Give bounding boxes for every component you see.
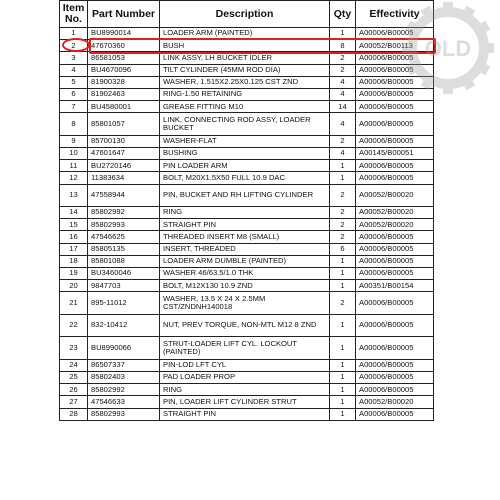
item-cell: 19 <box>60 268 88 280</box>
part-number-cell: 47546633 <box>88 396 160 408</box>
effectivity-cell: A00006/B00005 <box>356 337 434 360</box>
description-cell: WASHER-FLAT <box>160 135 330 147</box>
item-cell: 13 <box>60 184 88 207</box>
item-cell: 16 <box>60 231 88 243</box>
description-cell: RING-1.50 RETAINING <box>160 88 330 100</box>
qty-cell: 2 <box>330 184 356 207</box>
qty-cell: 1 <box>330 28 356 40</box>
effectivity-cell: A00006/B00005 <box>356 76 434 88</box>
description-cell: BOLT, M20X1.5X50 FULL 10.9 DAC <box>160 172 330 184</box>
part-number-cell: 11383634 <box>88 172 160 184</box>
qty-cell: 1 <box>330 396 356 408</box>
effectivity-cell: A00006/B00005 <box>356 408 434 420</box>
part-number-cell: BU2720146 <box>88 160 160 172</box>
description-cell: LINK, CONNECTING ROD ASSY, LOADER BUCKET <box>160 113 330 136</box>
qty-cell: 2 <box>330 219 356 231</box>
item-cell: 1 <box>60 28 88 40</box>
table-row <box>60 384 434 396</box>
part-number-cell: 47558944 <box>88 184 160 207</box>
item-cell: 28 <box>60 408 88 420</box>
qty-cell: 1 <box>330 408 356 420</box>
effectivity-cell: A00006/B00005 <box>356 243 434 255</box>
qty-cell: 1 <box>330 337 356 360</box>
qty-cell: 1 <box>330 268 356 280</box>
effectivity-cell: A00006/B00005 <box>356 292 434 315</box>
table-header-row <box>60 1 434 28</box>
effectivity-cell: A00006/B00005 <box>356 359 434 371</box>
table-row <box>60 64 434 76</box>
qty-cell: 2 <box>330 135 356 147</box>
parts-list-sheet <box>59 0 433 421</box>
qty-cell: 4 <box>330 88 356 100</box>
part-number-cell: 85700130 <box>88 135 160 147</box>
table-row <box>60 184 434 207</box>
description-cell: PIN-LOD LFT CYL <box>160 359 330 371</box>
effectivity-cell: A00006/B00005 <box>356 28 434 40</box>
item-cell: 5 <box>60 76 88 88</box>
part-number-cell: 9847703 <box>88 280 160 292</box>
effectivity-cell: A00052/B00020 <box>356 396 434 408</box>
table-row <box>60 396 434 408</box>
qty-cell: 2 <box>330 231 356 243</box>
qty-cell: 1 <box>330 372 356 384</box>
effectivity-cell: A00006/B00005 <box>356 255 434 267</box>
header-part-number: Part Number <box>88 1 160 28</box>
description-cell: PAD LOADER PROP <box>160 372 330 384</box>
part-number-cell: 86507337 <box>88 359 160 371</box>
qty-cell: 2 <box>330 64 356 76</box>
description-cell: THREADED INSERT M8 (SMALL) <box>160 231 330 243</box>
qty-cell: 2 <box>330 207 356 219</box>
description-cell: WASHER, 1.515X2.25X0.125 CST ZND <box>160 76 330 88</box>
item-cell: 22 <box>60 314 88 337</box>
table-row <box>60 135 434 147</box>
description-cell: BUSHING <box>160 148 330 160</box>
part-number-cell: 85802993 <box>88 219 160 231</box>
effectivity-cell: A00006/B00005 <box>356 384 434 396</box>
item-cell: 6 <box>60 88 88 100</box>
effectivity-cell: A00145/B00051 <box>356 148 434 160</box>
item-cell: 2 <box>60 40 88 52</box>
part-number-cell: 85805135 <box>88 243 160 255</box>
item-cell: 24 <box>60 359 88 371</box>
effectivity-cell: A00006/B00005 <box>356 172 434 184</box>
qty-cell: 1 <box>330 359 356 371</box>
header-effectivity: Effectivity <box>356 1 434 28</box>
header-qty: Qty <box>330 1 356 28</box>
item-cell: 17 <box>60 243 88 255</box>
description-cell: STRUT-LOADER LIFT CYL. LOCKOUT (PAINTED) <box>160 337 330 360</box>
table-row <box>60 359 434 371</box>
table-row <box>60 160 434 172</box>
part-number-cell: BU8990066 <box>88 337 160 360</box>
item-cell: 4 <box>60 64 88 76</box>
part-number-cell: BU8990014 <box>88 28 160 40</box>
effectivity-cell: A00052/B00020 <box>356 207 434 219</box>
table-row <box>60 292 434 315</box>
item-cell: 21 <box>60 292 88 315</box>
watermark-text: OLD <box>424 36 472 61</box>
part-number-cell: 47546625 <box>88 231 160 243</box>
table-row <box>60 113 434 136</box>
part-number-cell: 85801088 <box>88 255 160 267</box>
part-number-cell: 86581053 <box>88 52 160 64</box>
description-cell: INSERT, THREADED <box>160 243 330 255</box>
qty-cell: 1 <box>330 314 356 337</box>
part-number-cell: 832-10412 <box>88 314 160 337</box>
item-cell: 18 <box>60 255 88 267</box>
part-number-cell: BU4670096 <box>88 64 160 76</box>
table-row <box>60 148 434 160</box>
item-cell: 25 <box>60 372 88 384</box>
effectivity-cell: A00006/B00005 <box>356 160 434 172</box>
description-cell: LINK ASSY, LH BUCKET IDLER <box>160 52 330 64</box>
qty-cell: 8 <box>330 40 356 52</box>
description-cell: GREASE FITTING M10 <box>160 101 330 113</box>
item-cell: 11 <box>60 160 88 172</box>
item-cell: 3 <box>60 52 88 64</box>
effectivity-cell: A00006/B00005 <box>356 64 434 76</box>
table-row <box>60 268 434 280</box>
description-cell: LOADER ARM DUMBLE (PAINTED) <box>160 255 330 267</box>
table-row <box>60 207 434 219</box>
qty-cell: 2 <box>330 52 356 64</box>
item-cell: 20 <box>60 280 88 292</box>
effectivity-cell: A00006/B00005 <box>356 113 434 136</box>
part-number-cell: BU4580001 <box>88 101 160 113</box>
description-cell: BUSH <box>160 40 330 52</box>
part-number-cell: 85802992 <box>88 384 160 396</box>
description-cell: STRAIGHT PIN <box>160 219 330 231</box>
header-item-no: Item No. <box>60 1 88 28</box>
table-row <box>60 40 434 52</box>
item-cell: 26 <box>60 384 88 396</box>
description-cell: TILT CYLINDER (45MM ROD DIA) <box>160 64 330 76</box>
part-number-cell: 81900328 <box>88 76 160 88</box>
item-cell: 9 <box>60 135 88 147</box>
description-cell: LOADER ARM (PAINTED) <box>160 28 330 40</box>
effectivity-cell: A00006/B00005 <box>356 314 434 337</box>
table-row <box>60 255 434 267</box>
item-cell: 10 <box>60 148 88 160</box>
table-row <box>60 172 434 184</box>
item-cell: 23 <box>60 337 88 360</box>
qty-cell: 1 <box>330 255 356 267</box>
part-number-cell: 895-11012 <box>88 292 160 315</box>
part-number-cell: 85802992 <box>88 207 160 219</box>
table-row <box>60 76 434 88</box>
qty-cell: 14 <box>330 101 356 113</box>
header-description: Description <box>160 1 330 28</box>
qty-cell: 1 <box>330 172 356 184</box>
effectivity-cell: A00006/B00005 <box>356 372 434 384</box>
effectivity-cell: A00351/B00154 <box>356 280 434 292</box>
table-row <box>60 219 434 231</box>
effectivity-cell: A00052/B00113 <box>356 40 434 52</box>
part-number-cell: 47670360 <box>88 40 160 52</box>
table-row <box>60 231 434 243</box>
effectivity-cell: A00006/B00005 <box>356 52 434 64</box>
description-cell: RING <box>160 207 330 219</box>
table-row <box>60 337 434 360</box>
table-row <box>60 52 434 64</box>
description-cell: PIN, LOADER LIFT CYLINDER STRUT <box>160 396 330 408</box>
table-body <box>60 28 434 421</box>
item-cell: 7 <box>60 101 88 113</box>
description-cell: RING <box>160 384 330 396</box>
description-cell: WASHER 46/63.5/1.0 THK <box>160 268 330 280</box>
item-cell: 15 <box>60 219 88 231</box>
part-number-cell: BU3460046 <box>88 268 160 280</box>
description-cell: PIN, BUCKET AND RH LIFTING CYLINDER <box>160 184 330 207</box>
effectivity-cell: A00052/B00020 <box>356 219 434 231</box>
part-number-cell: 85802403 <box>88 372 160 384</box>
part-number-cell: 85802993 <box>88 408 160 420</box>
effectivity-cell: A00006/B00005 <box>356 135 434 147</box>
effectivity-cell: A00006/B00005 <box>356 231 434 243</box>
table-row <box>60 88 434 100</box>
table-row <box>60 408 434 420</box>
item-cell: 12 <box>60 172 88 184</box>
qty-cell: 1 <box>330 160 356 172</box>
effectivity-cell: A00052/B00020 <box>356 184 434 207</box>
table-row <box>60 314 434 337</box>
part-number-cell: 47601647 <box>88 148 160 160</box>
parts-table <box>59 0 434 421</box>
qty-cell: 1 <box>330 384 356 396</box>
table-row <box>60 372 434 384</box>
item-cell: 14 <box>60 207 88 219</box>
description-cell: BOLT, M12X130 10.9 ZND <box>160 280 330 292</box>
description-cell: NUT, PREV TORQUE, NON-MTL M12 8 ZND <box>160 314 330 337</box>
item-cell: 8 <box>60 113 88 136</box>
part-number-cell: 85801057 <box>88 113 160 136</box>
description-cell: WASHER, 13.5 X 24 X 2.5MM CST/ZNDNH140018 <box>160 292 330 315</box>
qty-cell: 4 <box>330 148 356 160</box>
qty-cell: 4 <box>330 113 356 136</box>
description-cell: PIN LOADER ARM <box>160 160 330 172</box>
qty-cell: 6 <box>330 243 356 255</box>
qty-cell: 4 <box>330 76 356 88</box>
table-row <box>60 243 434 255</box>
table-row <box>60 101 434 113</box>
item-cell: 27 <box>60 396 88 408</box>
qty-cell: 2 <box>330 292 356 315</box>
table-row <box>60 28 434 40</box>
table-row <box>60 280 434 292</box>
effectivity-cell: A00006/B00005 <box>356 88 434 100</box>
qty-cell: 1 <box>330 280 356 292</box>
part-number-cell: 81902463 <box>88 88 160 100</box>
effectivity-cell: A00006/B00005 <box>356 268 434 280</box>
description-cell: STRAIGHT PIN <box>160 408 330 420</box>
effectivity-cell: A00006/B00005 <box>356 101 434 113</box>
